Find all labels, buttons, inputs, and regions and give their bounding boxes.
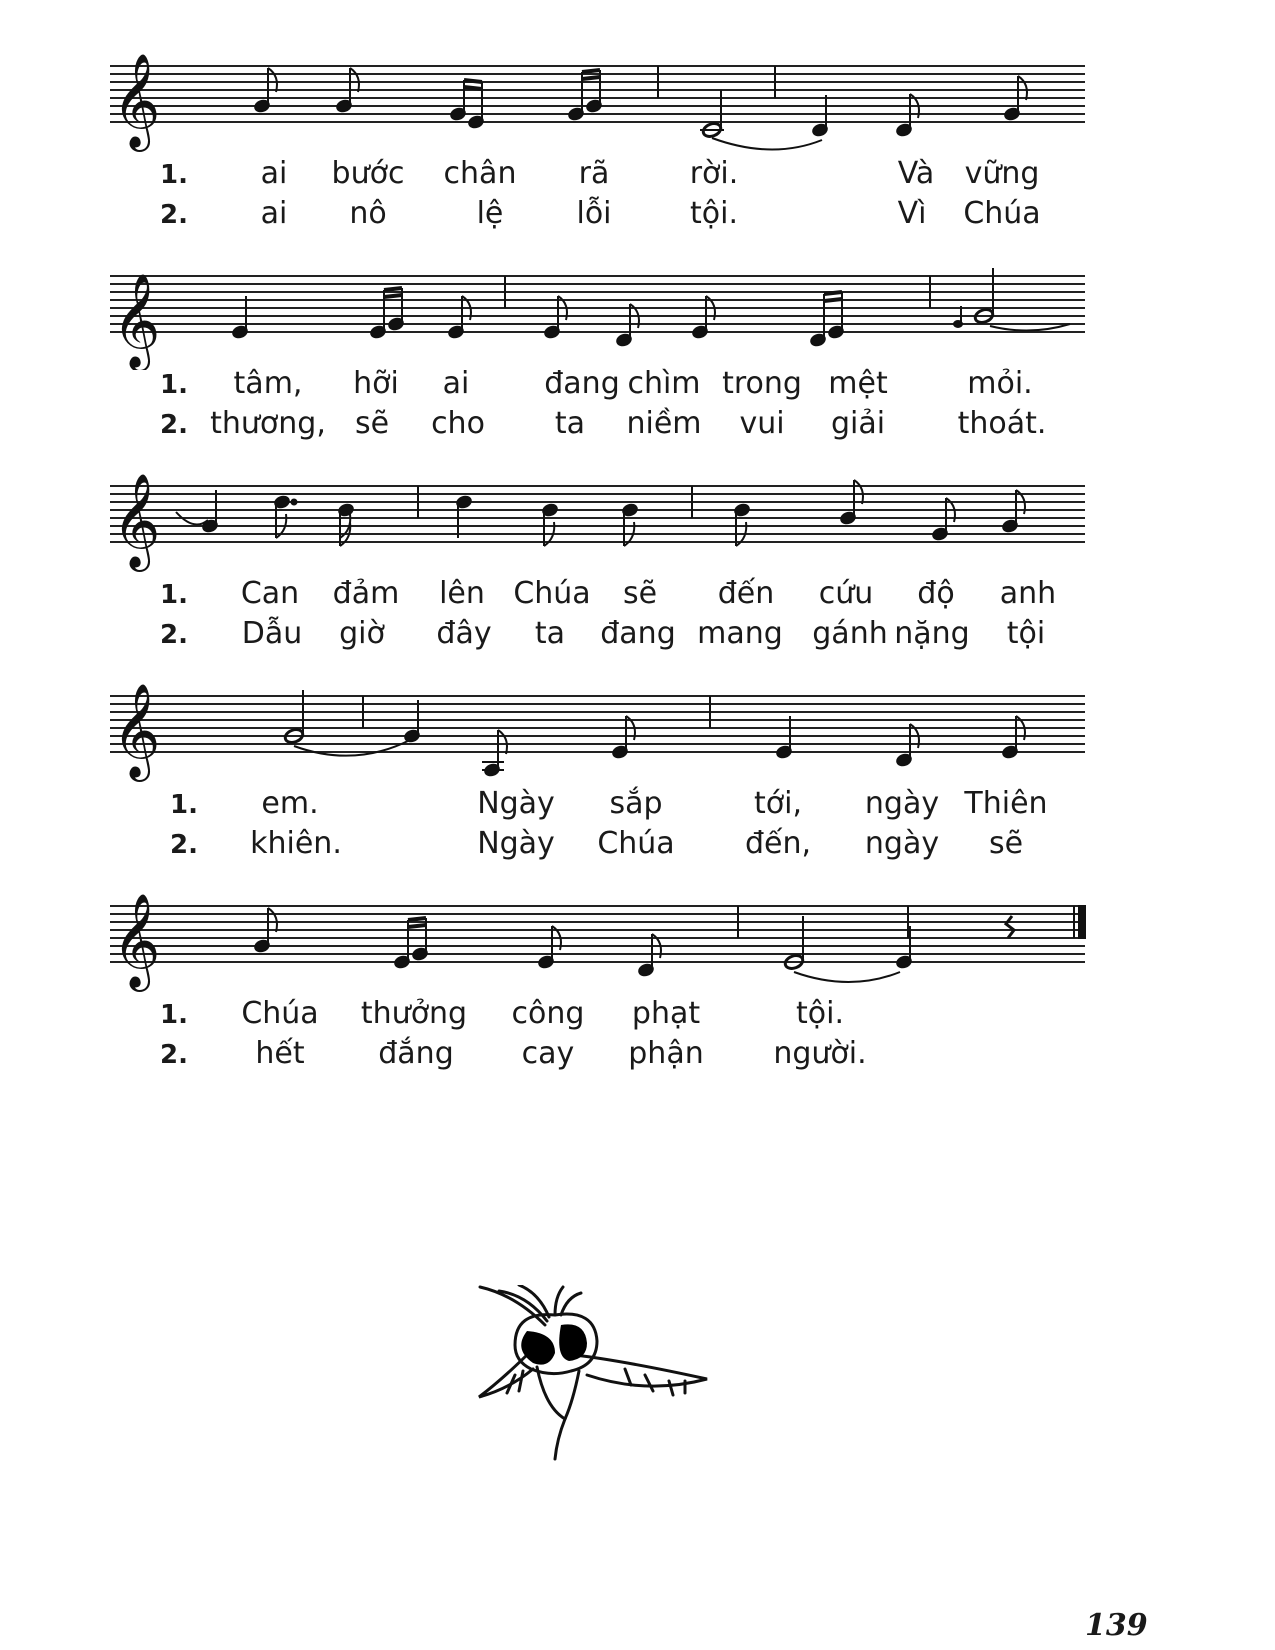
lyric-syllable: ngày [864, 786, 940, 821]
lyric-syllable: đến [717, 576, 775, 611]
lyric-syllable: công [511, 996, 585, 1031]
lyric-syllable: thoát. [957, 406, 1047, 441]
verse-number: 2. [160, 1040, 188, 1070]
lyric-syllable: phạt [631, 996, 701, 1031]
lyric-syllable: nặng [894, 616, 970, 651]
page-number: 139 [1085, 1608, 1148, 1643]
lyric-syllable: hỡi [353, 366, 399, 401]
lyric-syllable: cho [431, 406, 485, 441]
lyric-syllable: sắp [609, 786, 663, 821]
lyric-syllable: Chúa [513, 576, 591, 611]
lyric-syllable: Ngày [477, 786, 555, 821]
verse-number: 1. [160, 160, 188, 190]
lyric-syllable: ai [260, 196, 288, 231]
staff-4 [0, 630, 1275, 800]
staff-5 [0, 840, 1275, 1000]
lyric-syllable: giải [830, 406, 886, 441]
verse-number: 1. [170, 790, 198, 820]
verse-number: 2. [160, 200, 188, 230]
lyric-syllable: trong [722, 366, 802, 401]
lyric-syllable: ta [554, 406, 586, 441]
lyric-syllable: ngày [864, 826, 940, 861]
lyric-syllable: Thiên [964, 786, 1048, 821]
lyric-syllable: người. [773, 1036, 867, 1071]
verse-number: 2. [160, 410, 188, 440]
lyric-row-verse-1 [0, 786, 1275, 826]
lyric-syllable: ta [534, 616, 566, 651]
lyric-syllable: khiên. [250, 826, 342, 861]
treble-clef-icon: 𝄞 [112, 273, 161, 368]
treble-clef-icon: 𝄞 [112, 53, 161, 148]
lyric-syllable: Chúa [963, 196, 1041, 231]
lyric-syllable: mệt [828, 366, 888, 401]
lyric-syllable: đây [436, 616, 492, 651]
verse-number: 2. [170, 830, 198, 860]
verse-number: 1. [160, 1000, 188, 1030]
lyric-row-verse-1 [0, 576, 1275, 616]
lyric-syllable: Ngày [477, 826, 555, 861]
staff-3 [0, 420, 1275, 580]
lyric-syllable: nô [349, 196, 387, 231]
lyric-syllable: ai [442, 366, 470, 401]
lyric-row-verse-1 [0, 156, 1275, 196]
lyric-syllable: đắng [378, 1036, 454, 1071]
lyric-syllable: tới, [754, 786, 802, 821]
lyric-syllable: sẽ [988, 826, 1024, 861]
lyric-syllable: Chúa [597, 826, 675, 861]
lyric-syllable: sẽ [622, 576, 658, 611]
staff-1 [0, 0, 1275, 160]
lyric-syllable: giờ [339, 616, 385, 651]
verse-number: 1. [160, 370, 188, 400]
lyric-row-verse-2 [0, 1036, 1275, 1076]
lyric-syllable: lệ [476, 196, 504, 231]
staff-2 [0, 210, 1275, 370]
lyric-row-verse-1 [0, 996, 1275, 1036]
lyric-syllable: Chúa [241, 996, 319, 1031]
lyric-syllable: vui [739, 406, 785, 441]
lyric-syllable: cay [521, 1036, 575, 1071]
lyric-syllable: đang [600, 616, 676, 651]
lyric-syllable: niềm [626, 406, 702, 441]
lyric-syllable: gánh [812, 616, 888, 651]
treble-clef-icon: 𝄞 [112, 683, 161, 778]
lyric-syllable: tội. [690, 196, 738, 231]
lyric-syllable: tội [1006, 616, 1046, 651]
lyric-syllable: anh [999, 576, 1057, 611]
lyric-syllable: thương, [210, 406, 326, 441]
treble-clef-icon: 𝄞 [112, 473, 161, 568]
lyric-syllable: sẽ [354, 406, 390, 441]
treble-clef-icon: 𝄞 [112, 893, 161, 988]
lyric-syllable: rời. [689, 156, 739, 191]
lyric-syllable: thưởng [360, 996, 468, 1031]
lyric-syllable: Vì [897, 196, 927, 231]
lyric-syllable: rã [578, 156, 610, 191]
verse-number: 2. [160, 620, 188, 650]
verse-number: 1. [160, 580, 188, 610]
lyric-syllable: tội. [796, 996, 844, 1031]
lyric-syllable: mỏi. [967, 366, 1033, 401]
lyric-syllable: chân [443, 156, 517, 191]
lyric-syllable: ai [260, 156, 288, 191]
dove-illustration [475, 1285, 735, 1465]
lyric-syllable: em. [261, 786, 319, 821]
lyric-row-verse-1 [0, 366, 1275, 406]
lyric-syllable: Can [240, 576, 300, 611]
lyric-syllable: lỗi [576, 196, 612, 231]
lyric-syllable: độ [917, 576, 955, 611]
lyric-syllable: đến, [744, 826, 812, 861]
lyric-syllable: Dẫu [241, 616, 303, 651]
lyric-syllable: Và [897, 156, 935, 191]
lyric-syllable: đảm [332, 576, 400, 611]
lyric-syllable: vững [964, 156, 1040, 191]
lyric-syllable: lên [439, 576, 485, 611]
lyric-syllable: tâm, [233, 366, 303, 401]
lyric-syllable: cứu [818, 576, 874, 611]
lyric-syllable: bước [331, 156, 405, 191]
lyric-syllable: đang [544, 366, 620, 401]
lyric-syllable: phận [628, 1036, 704, 1071]
lyric-syllable: mang [697, 616, 783, 651]
lyric-syllable: chìm [627, 366, 701, 401]
lyric-syllable: hết [255, 1036, 305, 1071]
